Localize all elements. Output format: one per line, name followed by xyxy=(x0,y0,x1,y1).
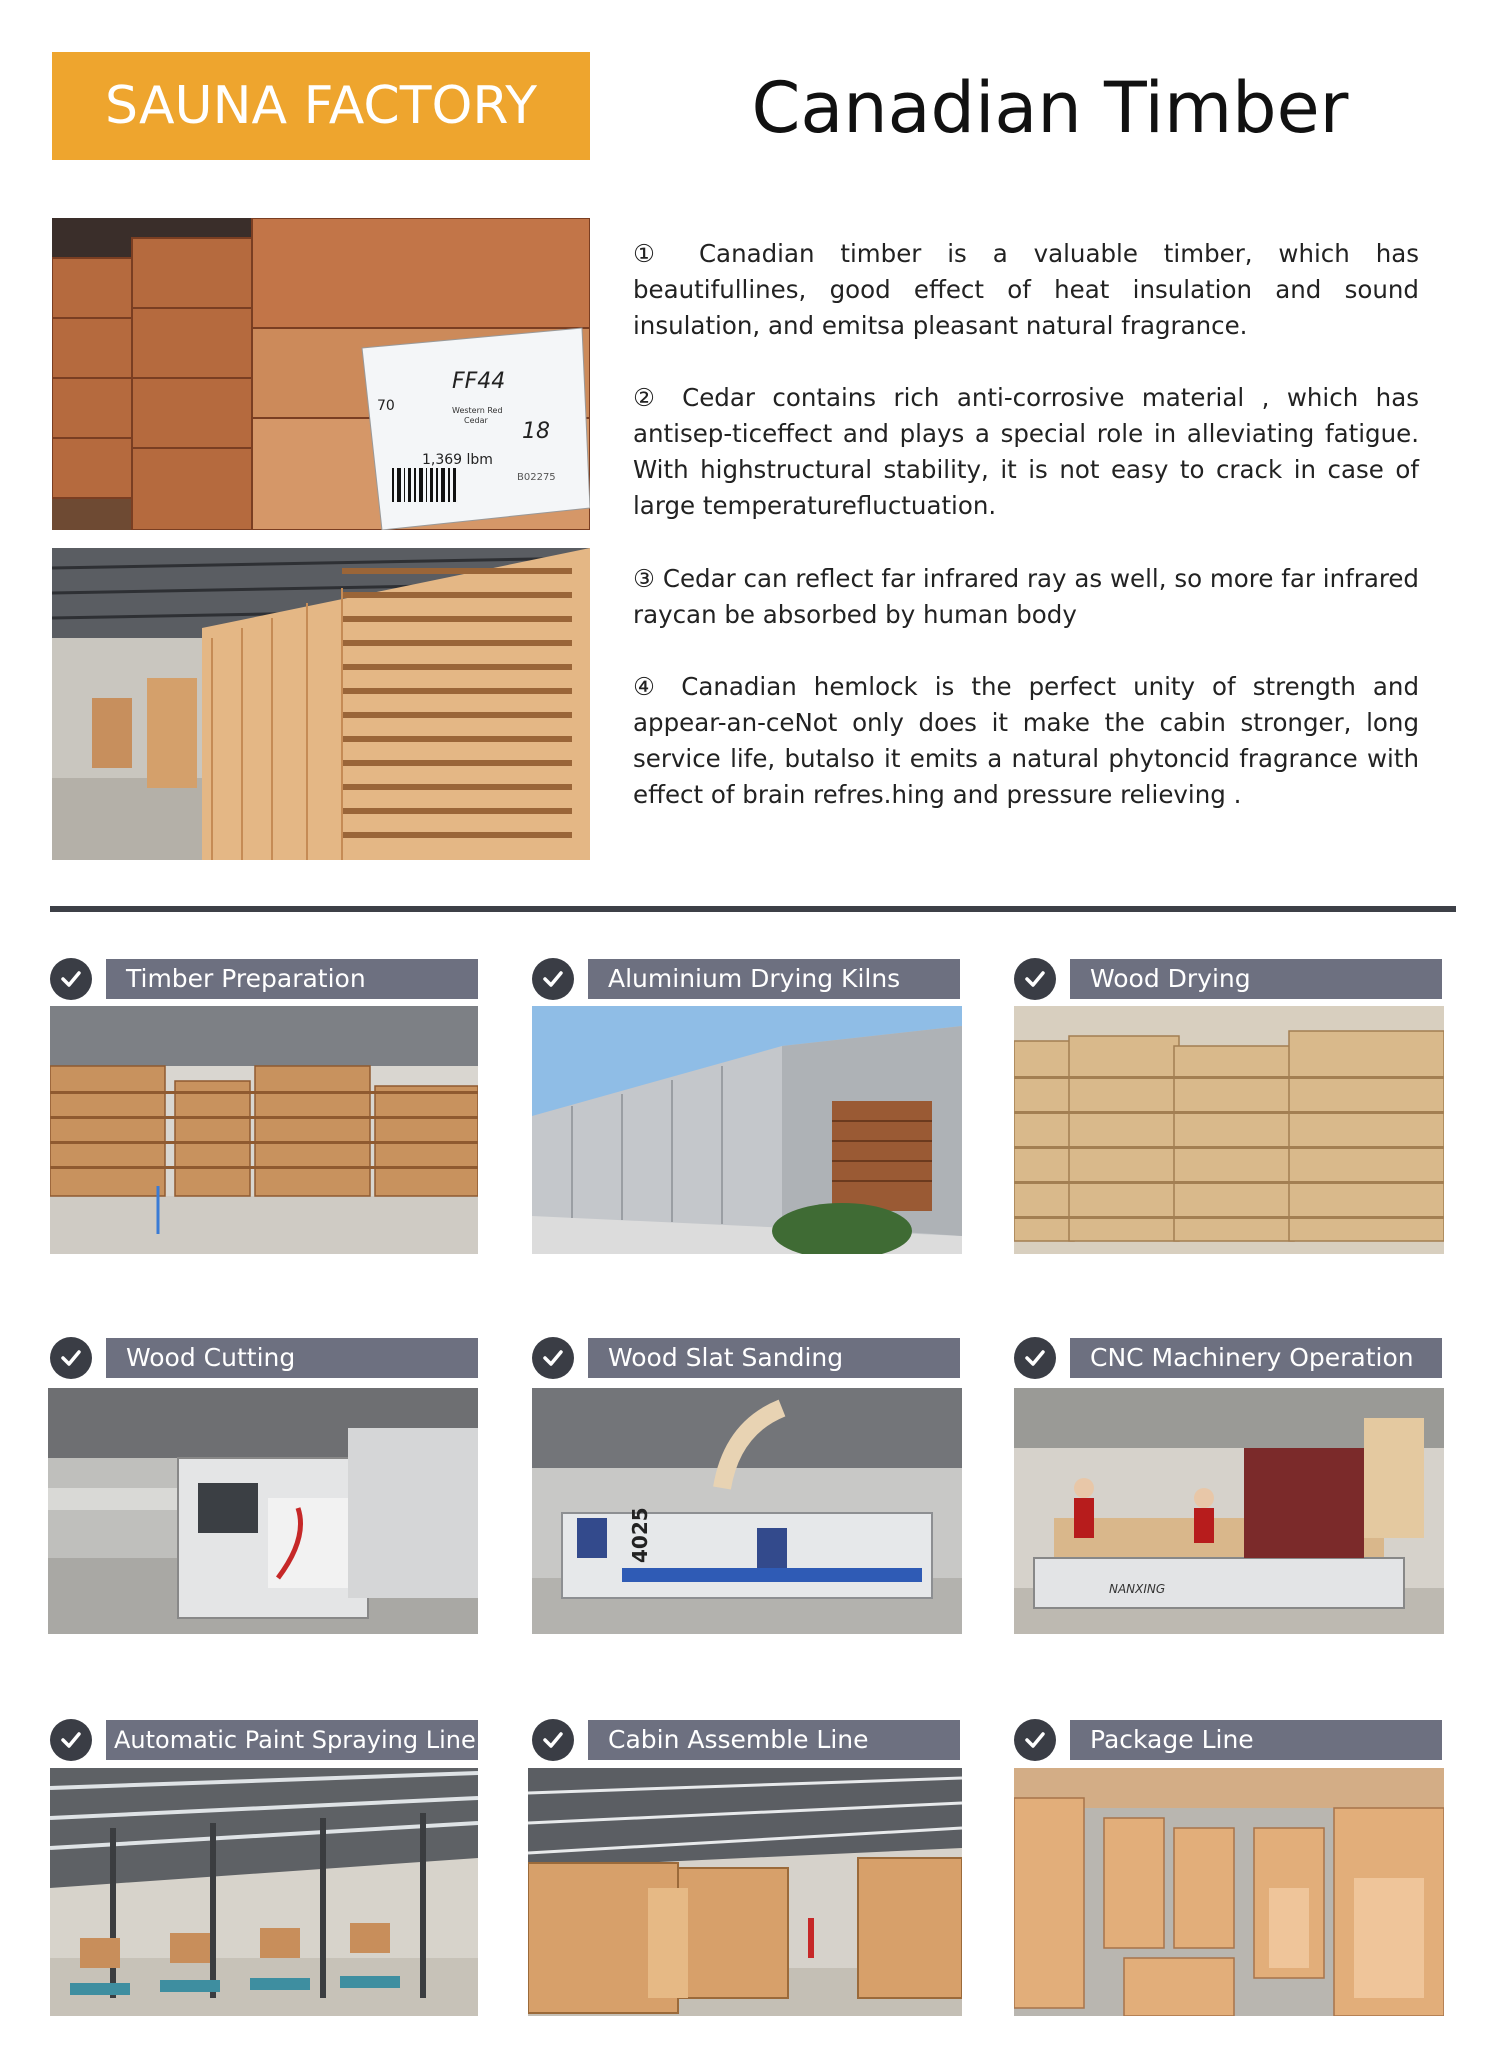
step-heading-timber-preparation xyxy=(50,958,478,1000)
timber-label-serial: B02275 xyxy=(517,472,556,483)
cabin-assemble-line-photo xyxy=(528,1768,962,2016)
check-icon xyxy=(50,958,92,1000)
step-label: Wood Cutting xyxy=(106,1338,478,1378)
step-label: Wood Drying xyxy=(1070,959,1442,999)
wood-slat-sanding-photo xyxy=(532,1388,962,1634)
timber-label-species-1: Western Red xyxy=(452,406,503,415)
warehouse-lumber-photo xyxy=(52,548,590,860)
cnc-machinery-photo xyxy=(1014,1388,1444,1634)
step-heading-automatic-paint-spraying-line xyxy=(50,1719,478,1761)
step-heading-aluminium-drying-kilns xyxy=(532,958,960,1000)
step-heading-cnc-machinery-operation xyxy=(1014,1337,1442,1379)
check-icon xyxy=(1014,1719,1056,1761)
cnc-brand-label: NANXING xyxy=(1109,1582,1166,1596)
check-icon xyxy=(50,1337,92,1379)
package-line-photo xyxy=(1014,1768,1444,2016)
paragraph-1: ① Canadian timber is a valuable timber, which has beautifullines, good effect of heat insulation and sound insulation, and emitsa pleasant natural fragrance. xyxy=(633,239,1419,340)
sander-model-label: 4025 xyxy=(628,1507,652,1563)
step-label: Timber Preparation xyxy=(106,959,478,999)
step-heading-cabin-assemble-line xyxy=(532,1719,960,1761)
timber-label-species-2: Cedar xyxy=(464,416,488,425)
drying-kilns-photo xyxy=(532,1006,962,1254)
timber-label-code: FF44 xyxy=(452,369,506,394)
timber-label-count: 18 xyxy=(522,419,550,444)
paragraph-4: ④ Canadian hemlock is the perfect unity of strength and appear-an-ceNot only does it make the cabin stronger, long service life, butalso it emits a natural phytoncid fragrance with effect of brain refres.hing and pressure relieving . xyxy=(633,672,1419,809)
section-divider xyxy=(50,906,1456,912)
brand-banner xyxy=(52,52,590,160)
check-icon xyxy=(1014,1337,1056,1379)
step-heading-wood-drying xyxy=(1014,958,1442,1000)
wood-cutting-photo xyxy=(48,1388,478,1634)
step-label: Automatic Paint Spraying Line xyxy=(106,1720,478,1760)
timber-preparation-photo xyxy=(50,1006,478,1254)
brand-label: SAUNA FACTORY xyxy=(105,76,537,136)
step-label: Package Line xyxy=(1070,1720,1442,1760)
step-heading-package-line xyxy=(1014,1719,1442,1761)
check-icon xyxy=(50,1719,92,1761)
check-icon xyxy=(532,958,574,1000)
timber-label-size: 70 xyxy=(377,398,395,414)
step-label: Aluminium Drying Kilns xyxy=(588,959,960,999)
check-icon xyxy=(1014,958,1056,1000)
timber-stack-photo xyxy=(52,218,590,530)
paragraph-3: ③ Cedar can reflect far infrared ray as well, so more far infrared raycan be absorbed by human body xyxy=(633,564,1419,629)
paint-spraying-line-photo xyxy=(50,1768,478,2016)
check-icon xyxy=(532,1719,574,1761)
check-icon xyxy=(532,1337,574,1379)
step-label: CNC Machinery Operation xyxy=(1070,1338,1442,1378)
timber-label-length: 1,369 lbm xyxy=(422,452,493,468)
wood-drying-photo xyxy=(1014,1006,1444,1254)
page-title: Canadian Timber xyxy=(751,67,1349,149)
step-heading-wood-slat-sanding xyxy=(532,1337,960,1379)
step-label: Wood Slat Sanding xyxy=(588,1338,960,1378)
step-label: Cabin Assemble Line xyxy=(588,1720,960,1760)
step-heading-wood-cutting xyxy=(50,1337,478,1379)
paragraph-2: ② Cedar contains rich anti-corrosive material , which has antisep-ticeffect and plays a special role in alleviating fatigue. With highstructural stability, it is not easy to crack in case of large temperaturefluctuation. xyxy=(633,383,1419,520)
